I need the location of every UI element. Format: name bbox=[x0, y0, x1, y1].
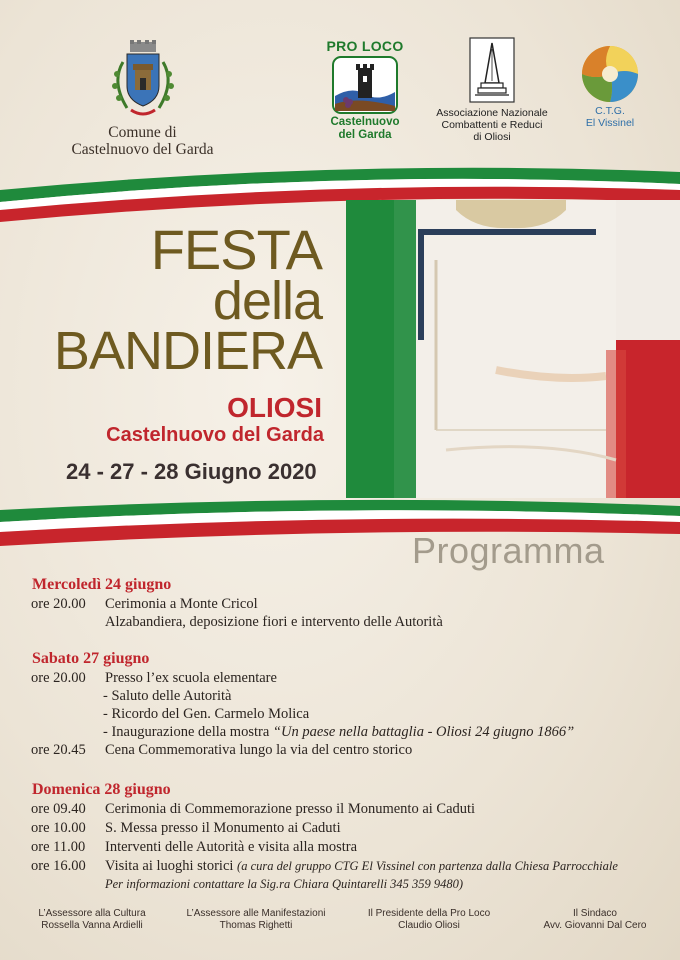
item-1-1: Cerimonia a Monte Cricol bbox=[105, 596, 258, 612]
day-label-2: Sabato 27 giugno bbox=[32, 650, 150, 667]
proloco-castle-icon bbox=[332, 56, 398, 114]
item-2-4-italic: “Un paese nella battaglia - Oliosi 24 giugno 1866” bbox=[272, 724, 575, 740]
item-2-1: Presso l’ex scuola elementare bbox=[105, 670, 277, 686]
proloco-line1: Castelnuovo bbox=[330, 116, 400, 128]
title-della: della bbox=[212, 271, 322, 331]
title-festa: FESTA bbox=[150, 218, 322, 281]
time-3-3: ore 11.00 bbox=[31, 839, 86, 855]
item-2-3: - Ricordo del Gen. Carmelo Molica bbox=[103, 706, 310, 722]
title-place: OLIOSI bbox=[227, 392, 322, 423]
time-3-4: ore 16.00 bbox=[31, 858, 86, 874]
item-3-2: S. Messa presso il Monumento ai Caduti bbox=[105, 820, 341, 836]
ctg-logo bbox=[570, 44, 650, 129]
title-dates: 24 - 27 - 28 Giugno 2020 bbox=[66, 459, 317, 484]
item-2-5: Cena Commemorativa lungo la via del centro storico bbox=[105, 742, 413, 758]
item-3-4 bbox=[105, 858, 618, 875]
associazione-line1: Associazione Nazionale bbox=[436, 107, 548, 119]
time-2-5: ore 20.45 bbox=[31, 742, 86, 758]
proloco-line2: del Garda bbox=[338, 128, 392, 141]
item-2-4-text: - Inaugurazione della mostra bbox=[103, 724, 270, 740]
flag-painting bbox=[346, 200, 680, 498]
signature-4-name: Avv. Giovanni Dal Cero bbox=[543, 920, 647, 931]
item-2-4 bbox=[103, 724, 574, 741]
signature-4-role: Il Sindaco bbox=[573, 908, 617, 919]
time-3-1: ore 09.40 bbox=[31, 801, 86, 817]
signature-1 bbox=[22, 908, 162, 932]
associazione-line3: di Oliosi bbox=[473, 131, 511, 143]
item-3-4-text: Visita ai luoghi storici bbox=[105, 858, 234, 874]
item-2-2: - Saluto delle Autorità bbox=[103, 688, 232, 704]
signature-2-role: L’Assessore alle Manifestazioni bbox=[186, 908, 326, 919]
signature-2-name: Thomas Righetti bbox=[219, 920, 293, 931]
programma-heading: Programma bbox=[412, 530, 605, 571]
associazione-logo bbox=[422, 37, 562, 143]
time-3-2: ore 10.00 bbox=[31, 820, 86, 836]
item-1-2: Alzabandiera, deposizione fiori e intervento delle Autorità bbox=[105, 614, 443, 630]
coat-of-arms-icon bbox=[103, 38, 183, 122]
ctg-swirl-icon bbox=[580, 44, 640, 104]
signature-1-role: L’Assessore alla Cultura bbox=[38, 908, 146, 919]
item-3-5-italic: Per informazioni contattare la Sig.ra Chiara Quintarelli 345 359 9480) bbox=[105, 877, 464, 891]
item-3-1: Cerimonia di Commemorazione presso il Monumento ai Caduti bbox=[105, 801, 476, 817]
item-3-4-italic: (a cura del gruppo CTG El Vissinel con partenza dalla Chiesa Parrocchiale bbox=[237, 859, 618, 873]
monument-obelisk-icon bbox=[469, 37, 515, 103]
proloco-title: PRO LOCO bbox=[326, 38, 404, 54]
signature-3-role: Il Presidente della Pro Loco bbox=[367, 908, 491, 919]
signature-3 bbox=[354, 908, 504, 932]
time-1-1: ore 20.00 bbox=[31, 596, 86, 612]
day-label-3: Domenica 28 giugno bbox=[32, 781, 171, 798]
time-2-1: ore 20.00 bbox=[31, 670, 86, 686]
signature-4 bbox=[530, 908, 660, 932]
title-town: Castelnuovo del Garda bbox=[106, 424, 324, 446]
day-label-1: Mercoledì 24 giugno bbox=[32, 576, 172, 593]
ctg-line2: El Vissinel bbox=[585, 116, 635, 129]
comune-line1: Comune di bbox=[108, 124, 177, 141]
item-3-5 bbox=[105, 876, 463, 893]
proloco-logo bbox=[310, 38, 420, 141]
ctg-line1: C.T.G. bbox=[595, 105, 625, 117]
title-bandiera: BANDIERA bbox=[53, 321, 322, 381]
associazione-line2: Combattenti e Reduci bbox=[441, 119, 543, 131]
signature-2 bbox=[176, 908, 336, 932]
item-3-3: Interventi delle Autorità e visita alla mostra bbox=[105, 839, 358, 855]
signature-3-name: Claudio Oliosi bbox=[398, 920, 460, 931]
signature-1-name: Rossella Vanna Ardielli bbox=[41, 920, 143, 931]
comune-line2: Castelnuovo del Garda bbox=[71, 141, 214, 158]
comune-logo bbox=[40, 38, 245, 158]
